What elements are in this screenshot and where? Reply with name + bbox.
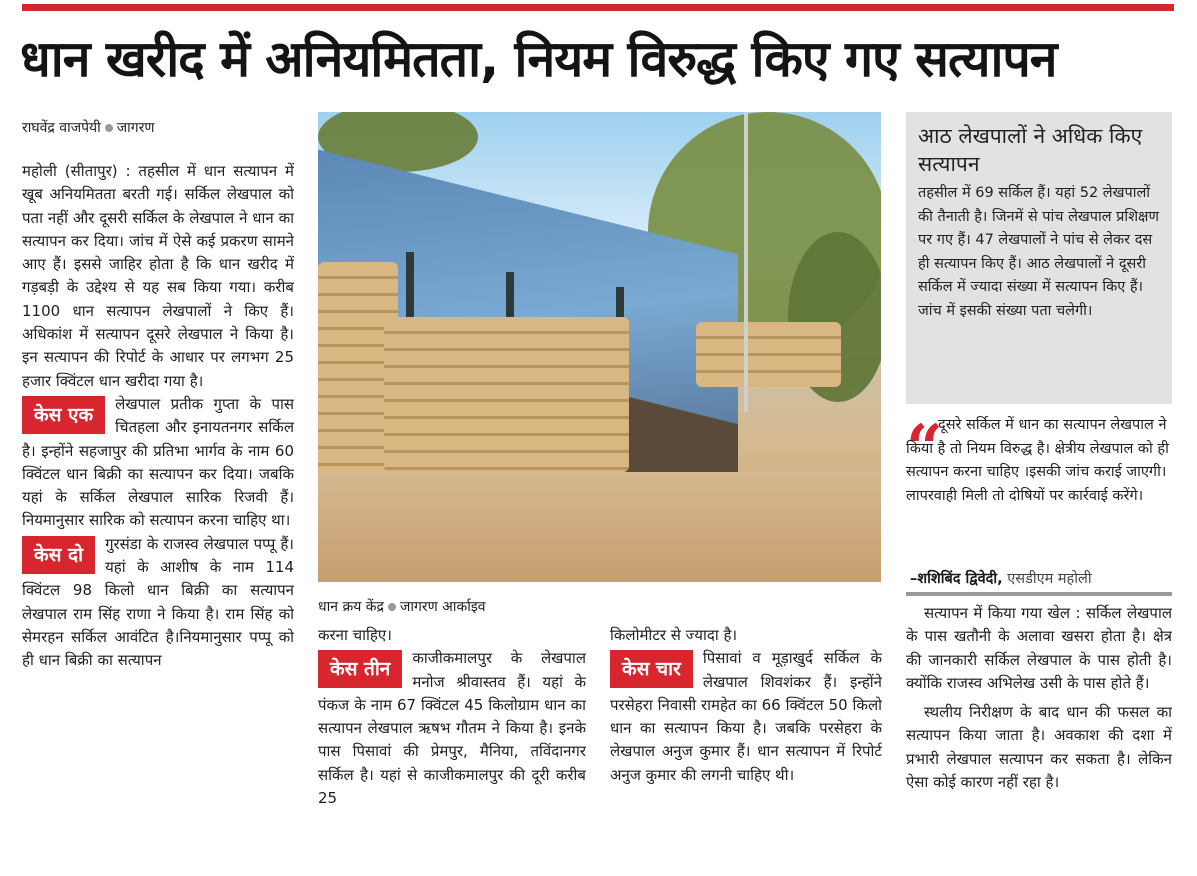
article-column-3 xyxy=(610,624,882,859)
quote-text: दूसरे सर्किल में धान का सत्यापन लेखपाल ने किया है तो नियम विरुद्ध है। क्षेत्रीय लेखपाल को ही सत्यापन करना चाहिए ।इसकी जांच कराई जाएगी। लापरवाही मिली तो दोषियों पर कार्रवाई करेंगे। xyxy=(906,417,1169,504)
sidebar-box xyxy=(906,112,1172,404)
case-tag-3: केस तीन xyxy=(318,650,402,688)
col2-lead: करना चाहिए। xyxy=(318,626,392,644)
photo-sack-stack xyxy=(384,317,629,472)
sidebar-title: आठ लेखपालों ने अधिक किए सत्यापन xyxy=(918,124,1143,176)
caption-source: जागरण आर्काइव xyxy=(399,599,486,615)
paddy-center-photo xyxy=(318,112,881,582)
headline: धान खरीद में अनियमितता, नियम विरुद्ध किए गए सत्यापन xyxy=(20,30,1057,88)
byline-author: राघवेंद्र वाजपेयी xyxy=(22,120,101,136)
case-1-text: लेखपाल प्रतीक गुप्ता के पास चितहला और इनायतनगर सर्किल है। इन्होंने सहजापुर की प्रतिभा भार्गव के नाम 60 क्विंटल धान बिक्री का सत्यापन कर दिया। जबकि यहां के सर्किल लेखपाल सारिक रिजवी हैं। नियमानुसार सारिक को सत्यापन करना चाहिए था। xyxy=(22,394,294,530)
photo-ground xyxy=(318,472,881,582)
case-tag-1: केस एक xyxy=(22,396,105,434)
article-column-1 xyxy=(22,160,294,860)
sidebar-body: तहसील में 69 सर्किल हैं। यहां 52 लेखपालों की तैनाती है। जिनमें से पांच लेखपाल प्रशिक्षण पर गए हैं। 47 लेखपालों ने पांच से लेकर दस ही सत्यापन किए हैं। आठ लेखपालों ने दूसरी सर्किल में ज्यादा संख्या में सत्यापन किए हैं। जांच में इसकी संख्या पता चलेगी। xyxy=(918,185,1159,319)
quote-author: –शशिबिंद द्विवेदी, xyxy=(910,571,1003,587)
case-tag-4: केस चार xyxy=(610,650,693,688)
quote-author-role: एसडीएम महोली xyxy=(1007,571,1092,587)
case-tag-2: केस दो xyxy=(22,536,95,574)
photo-light-pole xyxy=(744,112,748,412)
caption-text: धान क्रय केंद्र xyxy=(318,599,384,615)
dot-separator-icon xyxy=(105,124,113,132)
quote-indent xyxy=(906,419,938,429)
col4-paragraph-1: सत्यापन में किया गया खेल : सर्किल लेखपाल के पास खतौनी के अलावा खसरा होता है। क्षेत्र की जानकारी सर्किल लेखपाल के पास होती है। क्योंकि राजस्व अभिलेख उसी के पास होते हैं। xyxy=(906,604,1172,692)
quote-attribution xyxy=(910,568,1092,588)
article-column-4 xyxy=(906,602,1172,860)
section-divider xyxy=(906,592,1172,596)
case-2-text: गुरसंडा के राजस्व लेखपाल पप्पू हैं। यहां के आशीष के नाम 114 क्विंटल 98 किलो धान बिक्री का सत्यापन लेखपाल राम सिंह राणा ने किया है। राम सिंह को सेमरहन सर्किल आवंटित है।नियमानुसार पप्पू को ही धान बिक्री का सत्यापन xyxy=(22,534,294,670)
col4-paragraph-2: स्थलीय निरीक्षण के बाद धान की फसल का सत्यापन किया जाता है। अवकाश की दशा में प्रभारी लेखपाल सत्यापन कर सकता है। लेकिन ऐसा कोई कारण नहीं रहा है। xyxy=(906,703,1172,792)
top-accent-bar xyxy=(22,4,1174,11)
intro-paragraph: महोली (सीतापुर) : तहसील में धान सत्यापन में खूब अनियमितता बरती गई। सर्किल लेखपाल को पता नहीं और दूसरी सर्किल के लेखपाल ने धान का सत्यापन कर दिया। जांच में ऐसे कई प्रकरण सामने आए हैं। इससे जाहिर होता है कि धान खरीद में गड़बड़ी के उद्देश्य से यह सब किया गया। करीब 1100 धान सत्यापन लेखपालों ने किए हैं। अधिकांश में सत्यापन दूसरे लेखपाल ने किया है। इन सत्यापन की रिपोर्ट के आधार पर लगभग 25 हजार क्विंटल धान खरीदा गया है। xyxy=(22,162,294,390)
byline-source: जागरण xyxy=(116,120,155,136)
photo-sack-stack xyxy=(696,322,841,387)
article-column-2 xyxy=(318,624,586,859)
case-4-text: पिसावां व मूड़ाखुर्द सर्किल के लेखपाल शिवशंकर हैं। इन्होंने परसेहरा निवासी रामहेत का 66 क्विंटल 50 किलो धान का सत्यापन किया है। जबकि परसेहरा के लेखपाल अनुज कुमार हैं। धान सत्यापन में रिपोर्ट अनुज कुमार की लगनी चाहिए थी। xyxy=(610,649,882,784)
col3-lead: किलोमीटर से ज्यादा है। xyxy=(610,626,738,644)
official-quote xyxy=(906,411,1170,508)
quote-mark-icon: “ xyxy=(906,411,943,486)
dot-separator-icon xyxy=(388,603,396,611)
photo-caption xyxy=(318,597,486,616)
case-3-text: काजीकमालपुर के लेखपाल मनोज श्रीवास्तव हैं। यहां के पंकज के नाम 67 क्विंटल 45 किलोग्राम धान का सत्यापन लेखपाल ऋषभ गौतम ने किया है। इनके पास पिसावां की प्रेमपुर, मैनिया, तविंदानगर सर्किल है। यहां से काजीकमालपुर की दूरी करीब 25 xyxy=(318,649,586,808)
byline xyxy=(22,118,155,137)
